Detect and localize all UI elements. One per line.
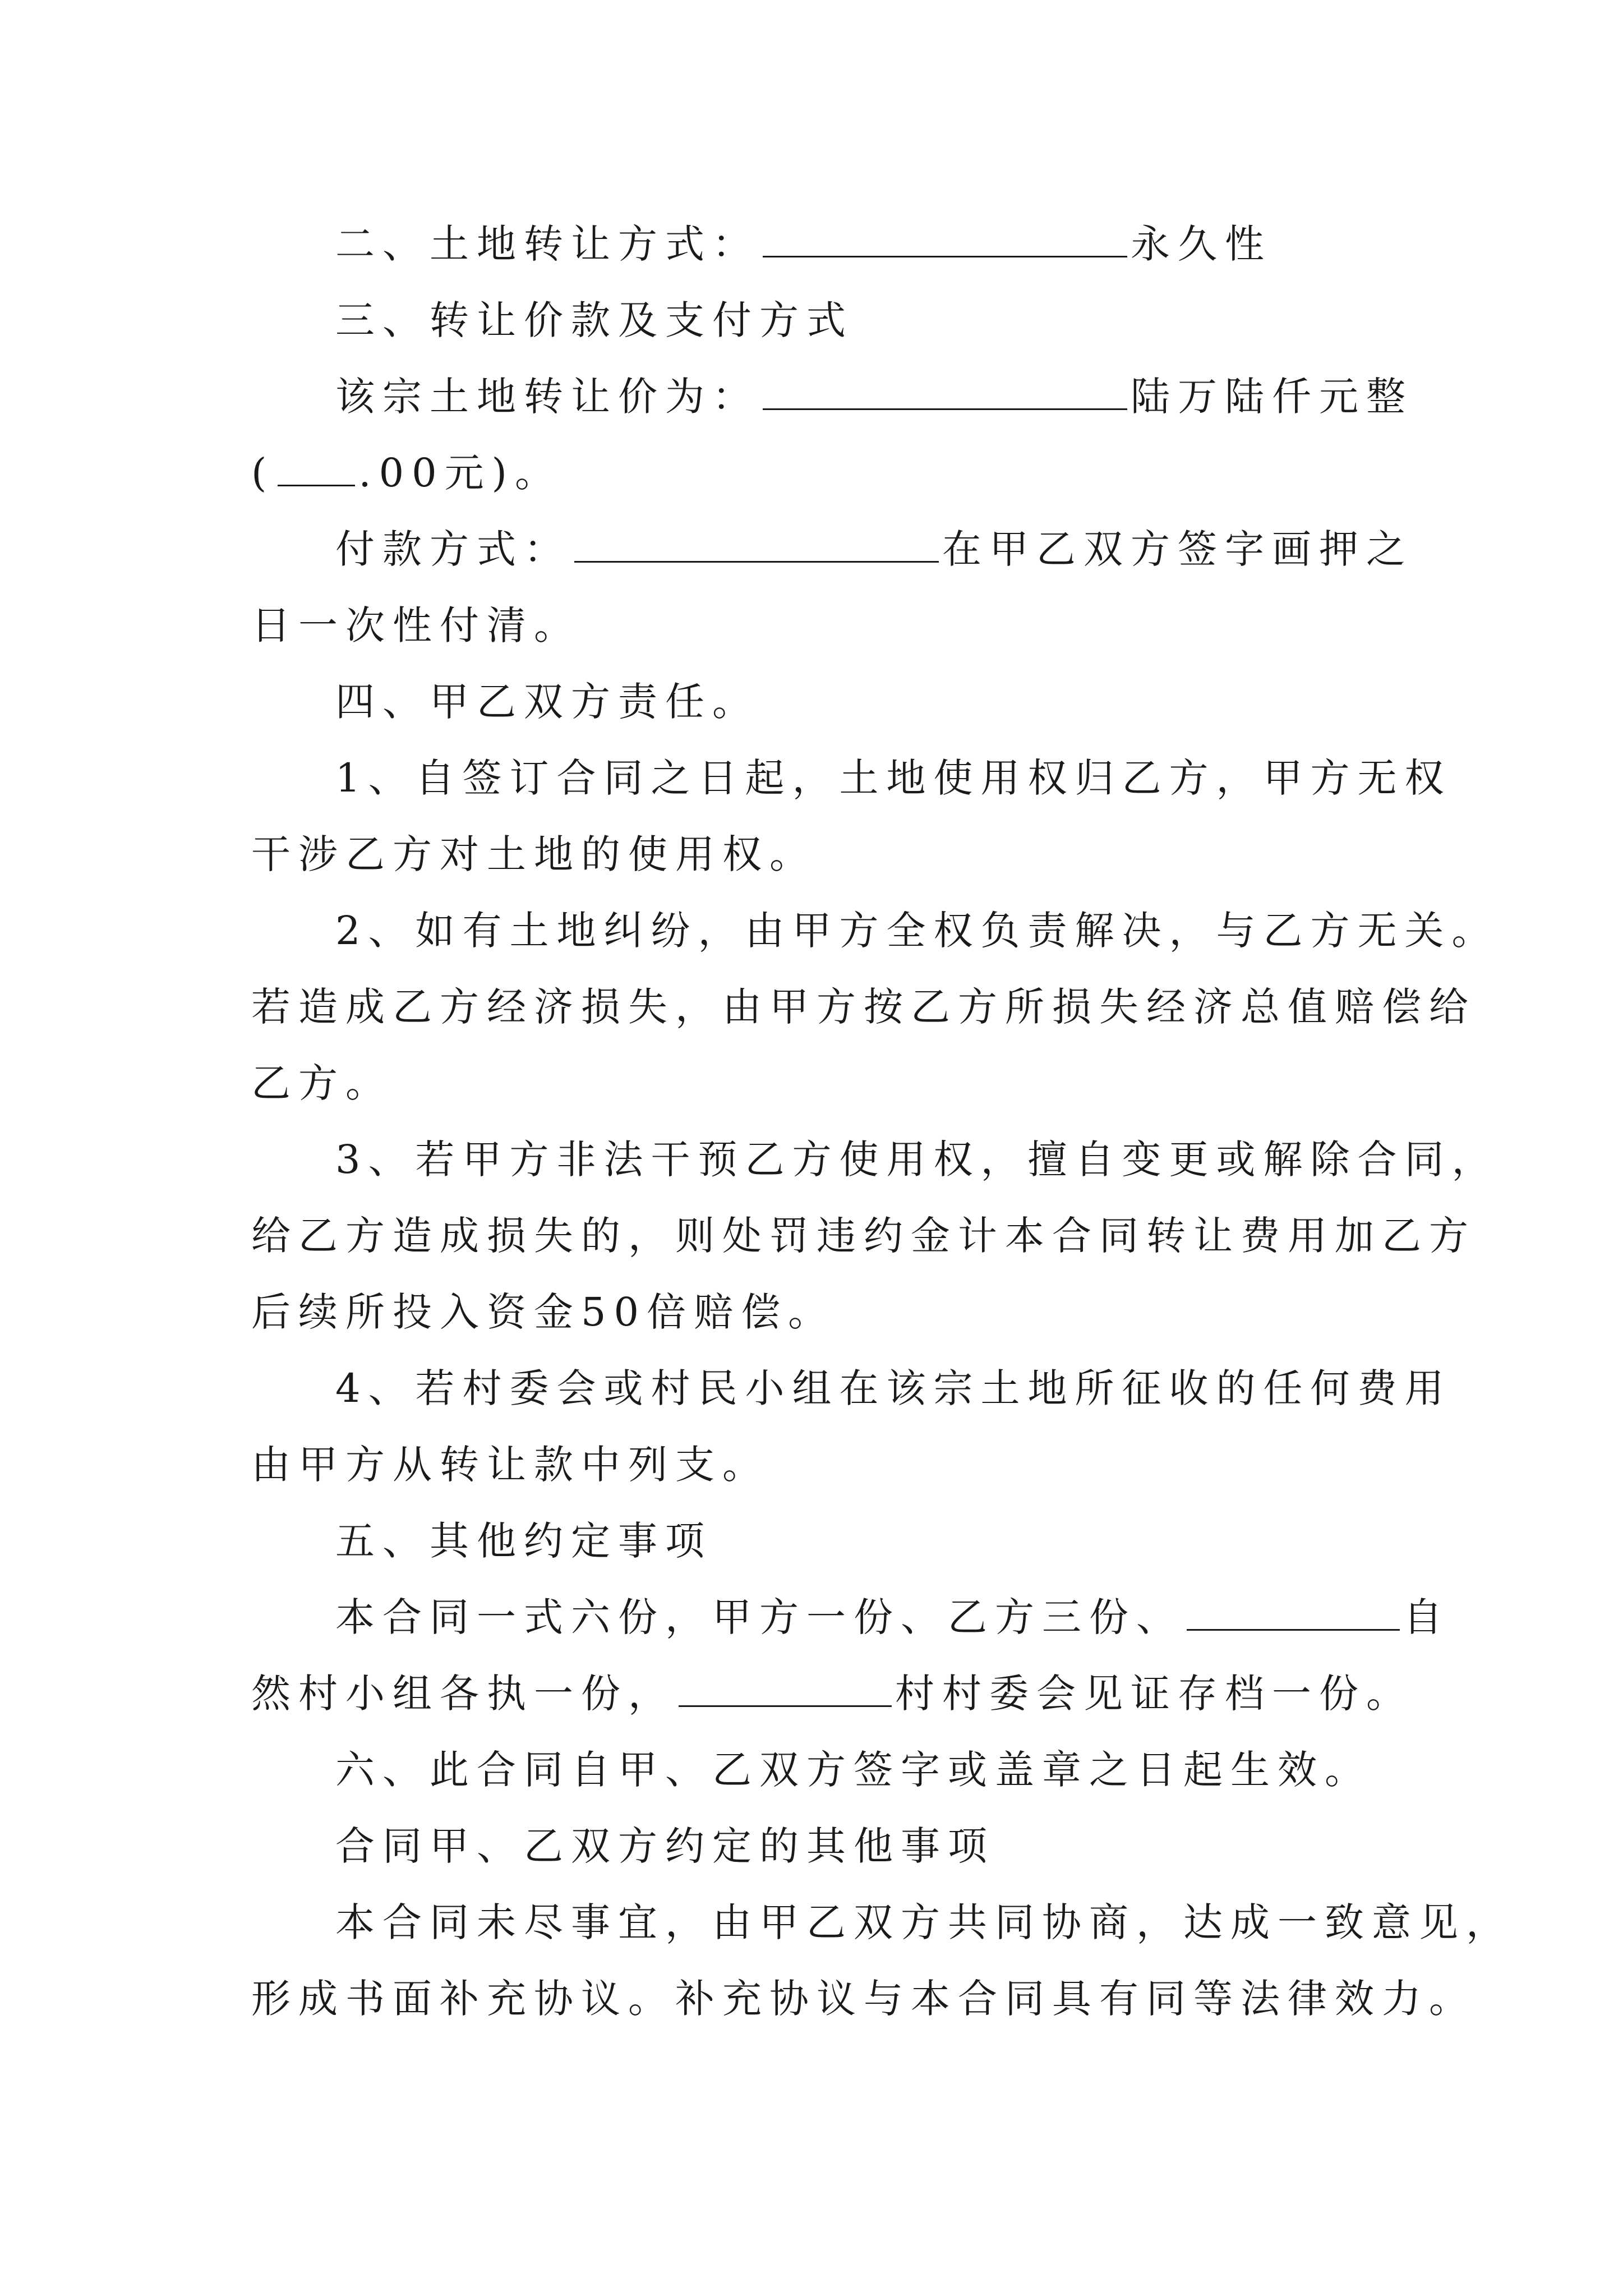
clause-text-tail: 自	[1403, 1594, 1450, 1640]
transfer-price-line	[335, 369, 1413, 425]
section-heading-3	[335, 292, 854, 348]
fill-in-blank	[679, 1671, 892, 1707]
clause-text-tail: 在甲乙双方签字画押之	[942, 526, 1413, 572]
clause-4-3	[335, 1131, 1499, 1188]
clause-text: (	[251, 450, 275, 496]
paragraph-line	[251, 1971, 1476, 2027]
clause-text: 3、若甲方非法干预乙方使用权，擅自变更或解除合同，	[335, 1137, 1499, 1182]
clause-text-tail: 永久性	[1131, 221, 1272, 267]
heading-text: 三、转让价款及支付方式	[335, 297, 854, 343]
other-matters-heading	[335, 1818, 995, 1874]
clause-4-4	[335, 1360, 1452, 1416]
section-heading-6	[335, 1742, 1372, 1798]
clause-text: 干涉乙方对土地的使用权。	[251, 831, 817, 877]
clause-text: 日一次性付清。	[251, 602, 581, 648]
clause-text: 由甲方从转让款中列支。	[251, 1442, 769, 1488]
price-in-words: 陆万陆仟元整	[1131, 374, 1413, 420]
paragraph-line	[251, 1208, 1476, 1264]
fill-in-blank	[574, 526, 939, 563]
clause-text: 若造成乙方经济损失，由甲方按乙方所损失经济总值赔偿给	[251, 984, 1476, 1030]
fill-in-blank	[1187, 1594, 1400, 1631]
paragraph-line	[251, 1665, 1413, 1722]
paragraph-line	[251, 826, 817, 882]
price-in-figures-line	[251, 445, 562, 501]
paragraph-line	[251, 1437, 769, 1493]
clause-text: 本合同一式六份，甲方一份、乙方三份、	[335, 1594, 1183, 1640]
paragraph-line	[251, 979, 1476, 1035]
clause-text: 1、自签订合同之日起，土地使用权归乙方，甲方无权	[335, 755, 1452, 801]
heading-text: 合同甲、乙双方约定的其他事项	[335, 1823, 995, 1869]
section-heading-5	[335, 1513, 712, 1569]
heading-text: 六、此合同自甲、乙双方签字或盖章之日起生效。	[335, 1747, 1372, 1793]
clause-text: 本合同未尽事宜，由甲乙双方共同协商，达成一致意见，	[335, 1899, 1513, 1945]
clause-text: 4、若村委会或村民小组在该宗土地所征收的任何费用	[335, 1365, 1452, 1411]
clause-text: 该宗土地转让价为：	[335, 374, 759, 420]
clause-4-2	[335, 903, 1499, 959]
clause-text: 乙方。	[251, 1060, 393, 1106]
heading-text: 五、其他约定事项	[335, 1518, 712, 1564]
supplement-clause	[335, 1894, 1513, 1950]
clause-text: 后续所投入资金50倍赔偿。	[251, 1289, 836, 1335]
paragraph-line	[251, 597, 581, 654]
clause-text-tail: 村村委会见证存档一份。	[895, 1671, 1413, 1717]
clause-2-transfer-method	[335, 216, 1272, 272]
clause-text: 然村小组各执一份，	[251, 1671, 675, 1717]
clause-text: 付款方式：	[335, 526, 571, 572]
fill-in-blank	[278, 450, 355, 486]
fill-in-blank	[763, 221, 1127, 257]
price-in-figures: .00元)。	[358, 450, 562, 496]
payment-method-line	[335, 521, 1413, 577]
clause-text: 二、土地转让方式：	[335, 221, 759, 267]
clause-text: 2、如有土地纠纷，由甲方全权负责解决，与乙方无关。	[335, 908, 1499, 954]
clause-text: 给乙方造成损失的，则处罚违约金计本合同转让费用加乙方	[251, 1213, 1476, 1259]
fill-in-blank	[763, 374, 1127, 410]
paragraph-line	[251, 1284, 835, 1340]
copies-clause	[335, 1589, 1450, 1645]
paragraph-line	[251, 1055, 393, 1111]
section-heading-4	[335, 674, 759, 730]
clause-text: 形成书面补充协议。补充协议与本合同具有同等法律效力。	[251, 1976, 1476, 2022]
clause-4-1	[335, 750, 1452, 806]
heading-text: 四、甲乙双方责任。	[335, 679, 759, 725]
